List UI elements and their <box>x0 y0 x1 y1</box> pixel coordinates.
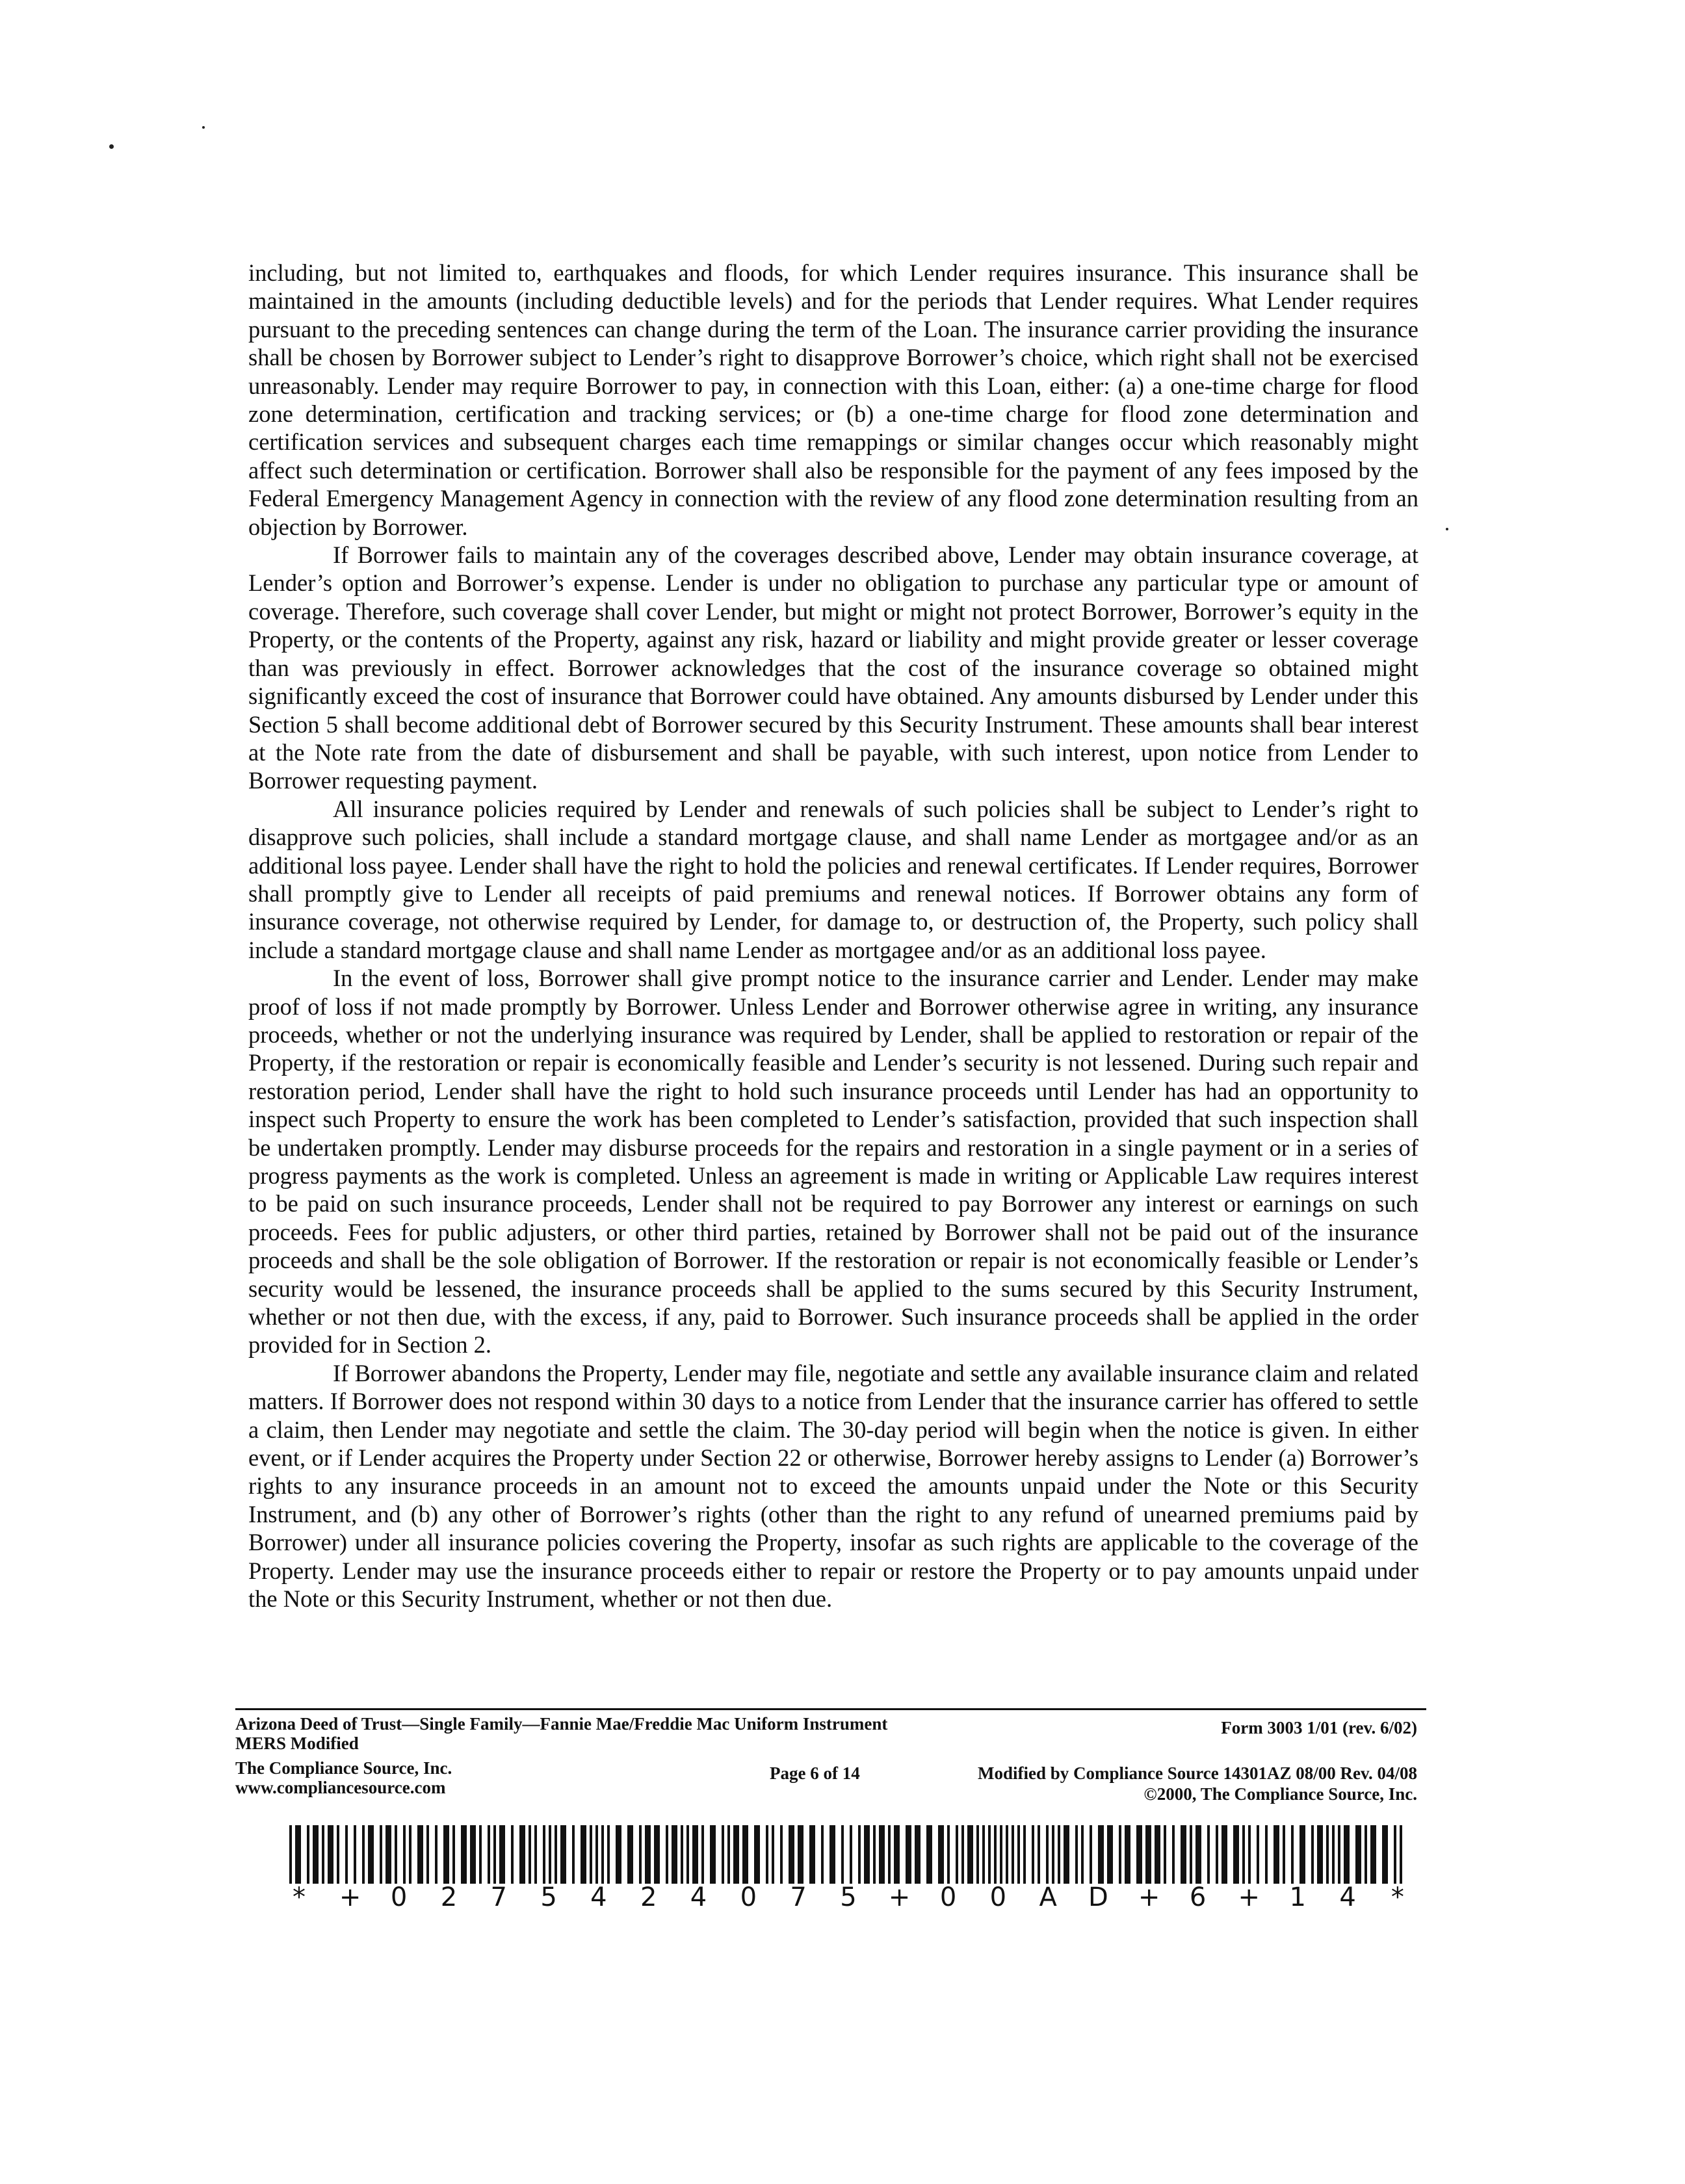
barcode-bar <box>1190 1825 1192 1884</box>
barcode-bar <box>1012 1825 1014 1884</box>
barcode-char: 4 <box>1339 1882 1356 1912</box>
barcode-bar <box>1006 1825 1008 1884</box>
scan-speck <box>1446 528 1448 530</box>
barcode-char: A <box>1039 1882 1057 1912</box>
barcode-bar <box>1017 1825 1020 1884</box>
paragraph-insurance-policies: All insurance policies required by Lender and renewals of such policies shall be subject to Lender’s right to disapprove such policies, shall include a standard mortgage clause, and shall name Lender as mortgagee and/or as an additional loss payee. Lender shall have the right to hold the policies and renewal certificates. If Lender requires, Borrower shall promptly give to Lender all receipts of paid premiums and renewal notices. If Borrower obtains any form of insurance coverage, not otherwise required by Lender, for damage to, or destruction of, the Property, such policy shall include a standard mortgage clause and shall name Lender as mortgagee and/or as an additional loss payee. <box>248 795 1418 963</box>
barcode-bar <box>686 1825 689 1884</box>
barcode-bar <box>894 1825 900 1884</box>
barcode-bar <box>1300 1825 1305 1884</box>
company-name: The Compliance Source, Inc. <box>235 1758 452 1778</box>
barcode-bar <box>1207 1825 1210 1884</box>
barcode-bar <box>1365 1825 1367 1884</box>
instrument-title: Arizona Deed of Trust—Single Family—Fannie Mae/Freddie Mac Uniform Instrument <box>235 1714 888 1734</box>
barcode-bar <box>479 1825 482 1884</box>
barcode-bar <box>873 1825 876 1884</box>
barcode-bar <box>426 1825 429 1884</box>
barcode-bar <box>1291 1825 1294 1884</box>
barcode-bar <box>1107 1825 1113 1884</box>
mers-note: MERS Modified <box>235 1734 359 1753</box>
barcode-char: D <box>1088 1882 1108 1912</box>
barcode-char: 0 <box>740 1882 757 1912</box>
barcode-bar <box>1274 1825 1279 1884</box>
barcode-bar <box>572 1825 575 1884</box>
barcode-char: + <box>1238 1882 1260 1912</box>
barcode-bar <box>368 1825 374 1884</box>
barcode-bar <box>1344 1825 1350 1884</box>
barcode-bar <box>1000 1825 1002 1884</box>
barcode-bar <box>1248 1825 1251 1884</box>
barcode-bar <box>289 1825 292 1884</box>
barcode-bar <box>926 1825 932 1884</box>
barcode-bar <box>1136 1825 1142 1884</box>
barcode-char: 5 <box>840 1882 857 1912</box>
barcode-bar <box>1326 1825 1329 1884</box>
barcode-bar <box>915 1825 921 1884</box>
barcode-bar <box>1338 1825 1340 1884</box>
paragraph-flood-insurance: including, but not limited to, earthquakes and floods, for which Lender requires insurance. This insurance shall be maintained in the amounts (including deductible levels) and for the periods that Lender requires. What Lender requires pursuant to the preceding sentences can change during the term of the Loan. The insurance carrier providing the insurance shall be chosen by Borrower subject to Lender’s right to disapprove Borrower’s choice, which right shall not be exercised unreasonably. Lender may require Borrower to pay, in connection with this Loan, either: (a) a one-time charge for flood zone determination, certification and tracking services; or (b) a one-time charge for flood zone determination and certification services and subsequent charges each time remappings or similar changes occur which reasonably might affect such determination or certification. Borrower shall also be responsible for the payment of any fees imposed by the Federal Emergency Management Agency in connection with the review of any flood zone determination resulting from an objection by Borrower. <box>248 259 1418 540</box>
barcode-bar <box>1090 1825 1092 1884</box>
page-number: Page 6 of 14 <box>770 1763 860 1783</box>
barcode-bar <box>1221 1825 1227 1884</box>
barcode-bar <box>328 1825 333 1884</box>
barcode-char: 4 <box>590 1882 607 1912</box>
barcode-bar <box>581 1825 586 1884</box>
barcode-bar <box>461 1825 467 1884</box>
barcode-bar <box>362 1825 365 1884</box>
barcode-char: * <box>1391 1882 1404 1912</box>
document-body <box>248 259 1418 1613</box>
company-website: www.compliancesource.com <box>235 1778 446 1797</box>
barcode-bar <box>821 1825 824 1884</box>
barcode-bar <box>1038 1825 1040 1884</box>
barcode-bar <box>395 1825 397 1884</box>
barcode-bar <box>888 1825 891 1884</box>
barcode-bar <box>1311 1825 1314 1884</box>
barcode-bar <box>307 1825 309 1884</box>
barcode-bar <box>727 1825 730 1884</box>
barcode-bar <box>1370 1825 1376 1884</box>
barcode-bar <box>1155 1825 1160 1884</box>
barcode-bar <box>988 1825 991 1884</box>
scan-speck <box>202 126 205 129</box>
barcode-bar <box>313 1825 319 1884</box>
barcode-bar <box>841 1825 844 1884</box>
barcode-bar <box>1242 1825 1245 1884</box>
barcode-bar <box>452 1825 455 1884</box>
paragraph-event-of-loss: In the event of loss, Borrower shall give prompt notice to the insurance carrier and Lender. Lender may make proof of loss if not made promptly by Borrower. Unless Lender and Borrower otherwise agree in writing, any insurance proceeds, whether or not the underlying insurance was required by Lender, shall be applied to restoration or repair of the Property, if the restoration or repair is economically feasible and Lender’s security is not lessened. During such repair and restoration period, Lender shall have the right to hold such insurance proceeds until Lender has had an opportunity to inspect such Property to ensure the work has been completed to Lender’s satisfaction, provided that such inspection shall be undertaken promptly. Lender may disburse proceeds for the repairs and restoration in a single payment or in a series of progress payments as the work is completed. Unless an agreement is made in writing or Applicable Law requires interest to be paid on such insurance proceeds, Lender shall not be required to pay Borrower any interest or earnings on such proceeds. Fees for public adjusters, or other third parties, retained by Borrower shall not be paid out of the insurance proceeds and shall be the sole obligation of Borrower. If the restoration or repair is not economically feasible or Lender’s security would be lessened, the insurance proceeds shall be applied to the sums secured by this Security Instrument, whether or not then due, with the excess, if any, paid to Borrower. Such insurance proceeds shall be applied in the order provided for in Section 2. <box>248 965 1418 1358</box>
barcode-bar <box>627 1825 633 1884</box>
barcode-bar <box>956 1825 958 1884</box>
barcode-bar <box>1052 1825 1054 1884</box>
barcode <box>289 1825 1407 1913</box>
barcode-char: + <box>339 1882 361 1912</box>
barcode-bar <box>858 1825 861 1884</box>
barcode-bar <box>864 1825 870 1884</box>
barcode-bar <box>639 1825 642 1884</box>
barcode-char: 5 <box>540 1882 557 1912</box>
barcode-bar <box>1075 1825 1078 1884</box>
barcode-bar <box>1181 1825 1186 1884</box>
barcode-bar <box>549 1825 551 1884</box>
modified-by: Modified by Compliance Source 14301AZ 08/00 Rev. 04/08 <box>977 1763 1417 1783</box>
barcode-bar <box>435 1825 438 1884</box>
barcode-bar <box>766 1825 768 1884</box>
barcode-bar <box>1382 1825 1388 1884</box>
barcode-char: 0 <box>939 1882 957 1912</box>
barcode-bar <box>1233 1825 1239 1884</box>
barcode-char: 4 <box>690 1882 707 1912</box>
barcode-bar <box>385 1825 391 1884</box>
barcode-bar <box>616 1825 621 1884</box>
barcode-bar <box>994 1825 997 1884</box>
barcode-bar <box>1046 1825 1049 1884</box>
barcode-bar <box>701 1825 704 1884</box>
barcode-bar <box>488 1825 490 1884</box>
barcode-bar <box>681 1825 683 1884</box>
barcode-bar <box>417 1825 423 1884</box>
barcode-bar <box>443 1825 449 1884</box>
barcode-bar <box>809 1825 815 1884</box>
barcode-char: + <box>1138 1882 1160 1912</box>
barcode-bar <box>1125 1825 1130 1884</box>
barcode-bar <box>672 1825 677 1884</box>
barcode-bar <box>1216 1825 1218 1884</box>
barcode-char: + <box>888 1882 911 1912</box>
paragraph-abandonment: If Borrower abandons the Property, Lender may file, negotiate and settle any available insurance claim and related matters. If Borrower does not respond within 30 days to a notice from Lender that the insurance carrier has offered to settle a claim, then Lender may negotiate and settle the claim. The 30-day period will begin when the notice is given. In either event, or if Lender acquires the Property under Section 22 or otherwise, Borrower hereby assigns to Lender (a) Borrower’s rights to any insurance proceeds in an amount not to exceed the amounts unpaid under the Note or this Security Instrument, and (b) any other of Borrower’s rights (other than the right to any refund of unearned premiums paid by Borrower) under all insurance policies covering the Property, insofar as such rights are applicable to the coverage of the Property. Lender may use the insurance proceeds either to repair or restore the Property or to pay amounts unpaid under the Note or this Security Instrument, whether or not then due. <box>248 1359 1418 1613</box>
barcode-bar <box>543 1825 545 1884</box>
barcode-bar <box>595 1825 598 1884</box>
barcode-bar <box>798 1825 803 1884</box>
barcode-bar <box>879 1825 885 1884</box>
barcode-bar <box>1317 1825 1323 1884</box>
barcode-bar <box>829 1825 835 1884</box>
barcode-bar <box>519 1825 525 1884</box>
barcode-bar <box>534 1825 537 1884</box>
barcode-bar <box>470 1825 476 1884</box>
barcode-bar <box>1032 1825 1034 1884</box>
scan-speck <box>109 144 114 149</box>
footer-divider <box>235 1708 1426 1710</box>
barcode-bar <box>529 1825 531 1884</box>
barcode-bar <box>337 1825 339 1884</box>
barcode-bar <box>976 1825 979 1884</box>
barcode-bar <box>666 1825 668 1884</box>
barcode-char: 1 <box>1289 1882 1306 1912</box>
barcode-bar <box>1400 1825 1402 1884</box>
barcode-bar <box>742 1825 748 1884</box>
barcode-bar <box>1394 1825 1396 1884</box>
barcode-bar <box>906 1825 911 1884</box>
barcode-bar <box>1164 1825 1166 1884</box>
barcode-bar <box>555 1825 557 1884</box>
barcode-char: 0 <box>989 1882 1007 1912</box>
barcode-bars <box>289 1825 1407 1884</box>
barcode-bar <box>982 1825 985 1884</box>
barcode-bar <box>1145 1825 1151 1884</box>
barcode-bar <box>654 1825 660 1884</box>
form-footer <box>235 1713 1426 1843</box>
barcode-char: 7 <box>490 1882 507 1912</box>
form-number: Form 3003 1/01 (rev. 6/02) <box>1221 1718 1417 1737</box>
barcode-bar <box>380 1825 382 1884</box>
barcode-bar <box>789 1825 794 1884</box>
barcode-char: 2 <box>440 1882 458 1912</box>
barcode-bar <box>493 1825 496 1884</box>
barcode-bar <box>354 1825 356 1884</box>
barcode-char: 2 <box>640 1882 657 1912</box>
barcode-bar <box>1195 1825 1201 1884</box>
barcode-bar <box>601 1825 604 1884</box>
paragraph-lender-coverage: If Borrower fails to maintain any of the coverages described above, Lender may obtain insurance coverage, at Lender’s option and Borrower’s expense. Lender is under no obligation to purchase any particular type or amount of coverage. Therefore, such coverage shall cover Lender, but might or might not protect Borrower, Borrower’s equity in the Property, or the contents of the Property, against any risk, hazard or liability and might provide greater or lesser coverage than was previously in effect. Borrower acknowledges that the cost of the insurance coverage so obtained might significantly exceed the cost of insurance that Borrower could have obtained. Any amounts disbursed by Lender under this Section 5 shall become additional debt of Borrower secured by this Security Instrument. These amounts shall bear interest at the Note rate from the date of disbursement and shall be payable, with such interest, upon notice from Lender to Borrower requesting payment. <box>248 541 1418 794</box>
barcode-bar <box>295 1825 301 1884</box>
barcode-bar <box>645 1825 651 1884</box>
barcode-char: * <box>293 1882 306 1912</box>
copyright: ©2000, The Compliance Source, Inc. <box>1143 1784 1417 1804</box>
barcode-bar <box>947 1825 950 1884</box>
barcode-bar <box>850 1825 852 1884</box>
barcode-bar <box>1283 1825 1285 1884</box>
barcode-bar <box>1023 1825 1026 1884</box>
barcode-bar <box>403 1825 406 1884</box>
barcode-bar <box>967 1825 973 1884</box>
barcode-bar <box>409 1825 411 1884</box>
barcode-bar <box>692 1825 698 1884</box>
barcode-bar <box>607 1825 610 1884</box>
barcode-char: 6 <box>1189 1882 1207 1912</box>
barcode-bar <box>560 1825 566 1884</box>
barcode-bar <box>1172 1825 1175 1884</box>
barcode-bar <box>722 1825 724 1884</box>
barcode-bar <box>511 1825 514 1884</box>
barcode-bar <box>772 1825 774 1884</box>
barcode-bar <box>733 1825 739 1884</box>
barcode-bar <box>1058 1825 1060 1884</box>
barcode-bar <box>322 1825 324 1884</box>
barcode-bar <box>1119 1825 1121 1884</box>
barcode-bar <box>590 1825 592 1884</box>
barcode-bar <box>345 1825 348 1884</box>
barcode-bar <box>1098 1825 1104 1884</box>
barcode-bar <box>938 1825 944 1884</box>
barcode-char: 7 <box>790 1882 807 1912</box>
barcode-bar <box>1257 1825 1259 1884</box>
barcode-text <box>289 1881 1407 1914</box>
barcode-bar <box>1081 1825 1084 1884</box>
barcode-bar <box>1064 1825 1069 1884</box>
barcode-bar <box>1265 1825 1268 1884</box>
barcode-bar <box>710 1825 716 1884</box>
barcode-bar <box>1355 1825 1361 1884</box>
barcode-bar <box>499 1825 505 1884</box>
barcode-bar <box>1332 1825 1335 1884</box>
barcode-bar <box>780 1825 783 1884</box>
barcode-bar <box>961 1825 964 1884</box>
barcode-bar <box>754 1825 760 1884</box>
barcode-char: 0 <box>390 1882 408 1912</box>
